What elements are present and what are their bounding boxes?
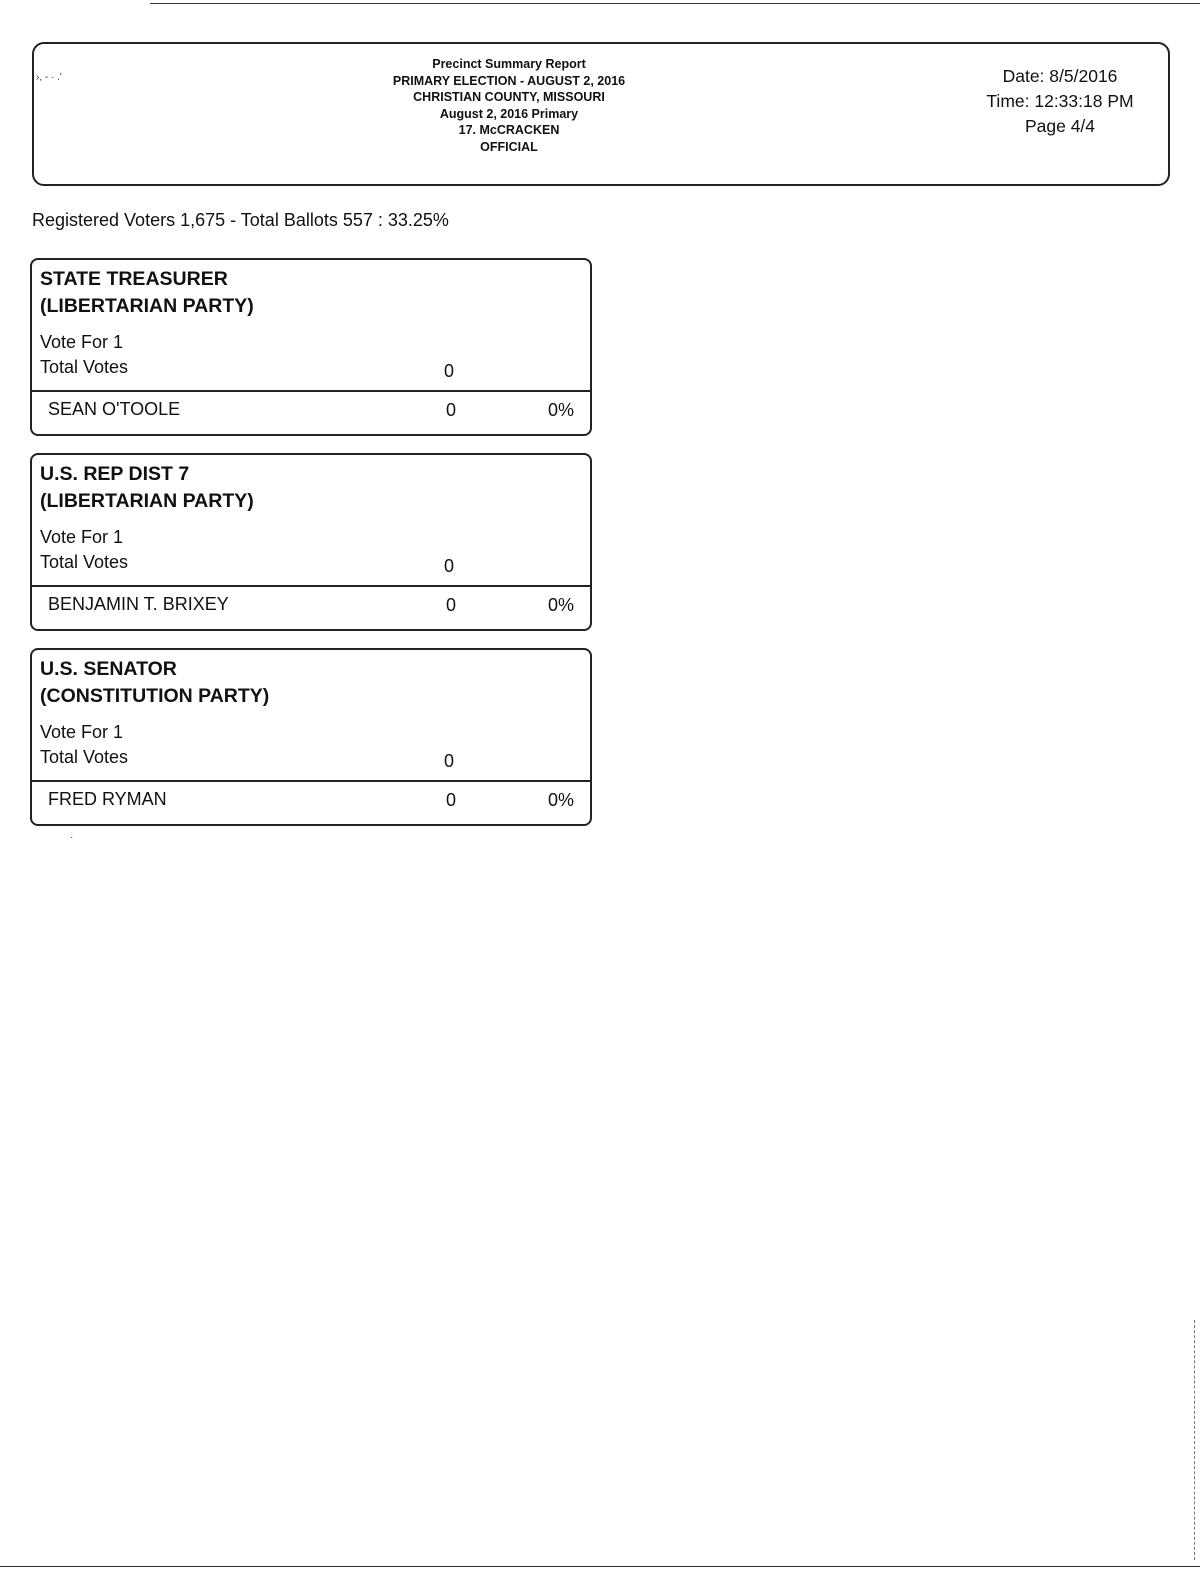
race-title — [40, 461, 254, 515]
race-title — [40, 656, 269, 710]
scan-edge-marks — [1194, 1320, 1195, 1560]
top-scan-rule — [150, 3, 1200, 4]
precinct-name: 17. McCRACKEN — [458, 123, 560, 137]
vote-for-label: Vote For 1 — [40, 722, 124, 742]
candidate-name: FRED RYMAN — [48, 789, 167, 809]
race-box — [30, 648, 592, 826]
scan-speck: · — [70, 832, 74, 843]
race-party: (CONSTITUTION PARTY) — [40, 685, 270, 707]
official-label: OFFICIAL — [480, 139, 538, 154]
report-time: Time: 12:33:18 PM — [986, 91, 1134, 111]
race-party: (LIBERTARIAN PARTY) — [40, 490, 254, 512]
candidate-percent: 0% — [547, 790, 574, 810]
report-title-block — [334, 56, 684, 155]
race-title — [40, 266, 254, 320]
total-votes-value: 0 — [444, 751, 455, 771]
county-name: CHRISTIAN COUNTY, MISSOURI — [413, 90, 605, 104]
total-votes-label: Total Votes — [40, 552, 129, 572]
race-box — [30, 453, 592, 631]
total-votes-value: 0 — [444, 556, 455, 576]
vote-for-label: Vote For 1 — [40, 332, 124, 352]
election-name: PRIMARY ELECTION - AUGUST 2, 2016 — [392, 73, 626, 88]
report-date: Date: 8/5/2016 — [1002, 66, 1118, 86]
candidate-percent: 0% — [547, 400, 574, 420]
scan-speck: ›, ‐ · .' — [36, 72, 62, 83]
election-date: August 2, 2016 Primary — [439, 106, 579, 121]
candidate-percent: 0% — [547, 595, 574, 615]
vote-for-label: Vote For 1 — [40, 527, 124, 547]
candidate-votes: 0 — [446, 595, 457, 615]
total-votes-value: 0 — [444, 361, 455, 381]
total-votes-label: Total Votes — [40, 747, 129, 767]
candidate-votes: 0 — [446, 790, 457, 810]
race-office: STATE TREASURER — [40, 268, 228, 290]
report-title: Precinct Summary Report — [432, 57, 586, 71]
report-meta — [960, 64, 1160, 139]
race-office: U.S. SENATOR — [40, 658, 177, 680]
race-office: U.S. REP DIST 7 — [40, 463, 190, 485]
race-party: (LIBERTARIAN PARTY) — [40, 295, 254, 317]
candidate-name: SEAN O'TOOLE — [48, 399, 181, 419]
race-box — [30, 258, 592, 436]
report-header — [32, 42, 1170, 186]
race-divider — [32, 390, 590, 392]
page-number: Page 4/4 — [1024, 116, 1096, 136]
race-divider — [32, 585, 590, 587]
candidate-votes: 0 — [446, 400, 457, 420]
race-divider — [32, 780, 590, 782]
total-votes-label: Total Votes — [40, 357, 129, 377]
bottom-scan-rule — [0, 1566, 1200, 1567]
turnout-summary: Registered Voters 1,675 - Total Ballots 557 : 33.25% — [32, 210, 449, 230]
candidate-name: BENJAMIN T. BRIXEY — [48, 594, 229, 614]
